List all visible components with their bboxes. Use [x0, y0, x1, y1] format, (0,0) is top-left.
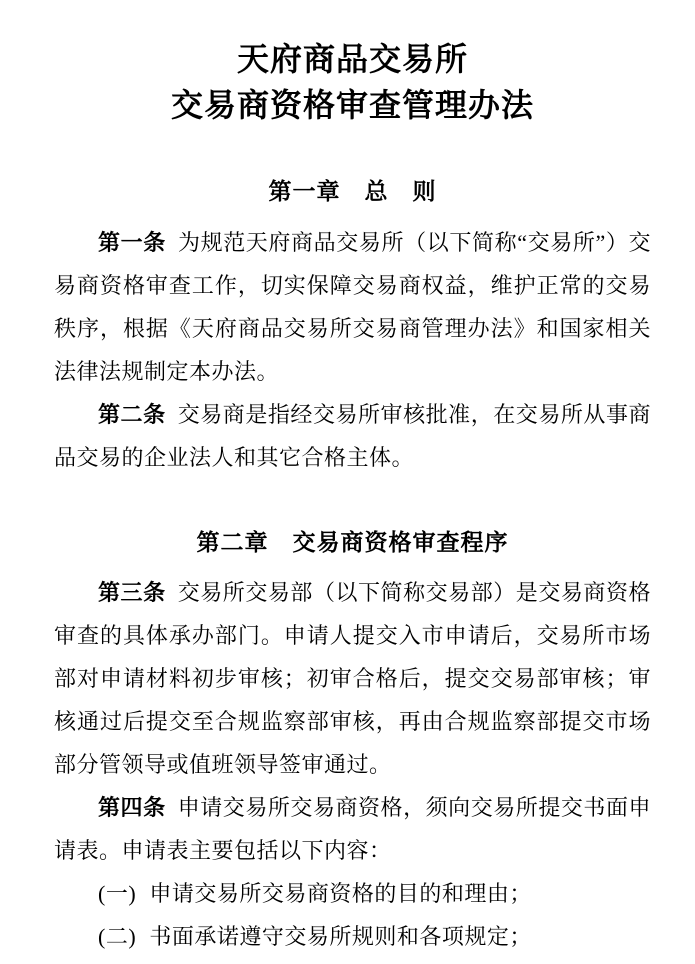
- article-2-label: 第二条: [98, 402, 166, 427]
- list-item-2-text: 书面承诺遵守交易所规则和各项规定；: [149, 924, 532, 949]
- article-1-paragraph: [54, 221, 651, 393]
- article-3-paragraph: [54, 571, 651, 786]
- chapter-2-section: [54, 527, 651, 958]
- list-item-1-text: 申请交易所交易商资格的目的和理由；: [149, 881, 532, 906]
- article-4-paragraph: [54, 786, 651, 872]
- title-line-2: 交易商资格审查管理办法: [170, 87, 534, 123]
- article-2-text: 交易商是指经交易所审核批准，在交易所从事商品交易的企业法人和其它合格主体。: [54, 402, 651, 470]
- article-4-label: 第四条: [98, 795, 166, 820]
- title-line-1: 天府商品交易所: [236, 41, 468, 77]
- article-3-label: 第三条: [98, 580, 166, 605]
- chapter-1-heading: 第一章 总 则: [268, 178, 437, 204]
- list-item-1-marker: (一): [98, 881, 137, 906]
- article-1-label: 第一条: [98, 230, 166, 255]
- chapter-1-section: [54, 176, 651, 479]
- article-2-paragraph: [54, 393, 651, 479]
- list-item-1: [54, 872, 651, 915]
- list-item-2-marker: (二): [98, 924, 137, 949]
- article-4-text: 申请交易所交易商资格，须向交易所提交书面申请表。申请表主要包括以下内容：: [54, 795, 651, 863]
- article-1-text: 为规范天府商品交易所（以下简称“交易所”）交易商资格审查工作，切实保障交易商权益，维护正常的交易秩序，根据《天府商品交易所交易商管理办法》和国家相关法律法规制定本办法。: [54, 230, 651, 384]
- document-title: [54, 36, 651, 128]
- list-item-2: [54, 915, 651, 958]
- article-3-text: 交易所交易部（以下简称交易部）是交易商资格审查的具体承办部门。申请人提交入市申请后，交易所市场部对申请材料初步审核；初审合格后，提交交易部审核；审核通过后提交至合规监察部审核，再由合规监察部提交市场部分管领导或值班领导签审通过。: [54, 580, 651, 777]
- chapter-2-heading: 第二章 交易商资格审查程序: [196, 529, 509, 555]
